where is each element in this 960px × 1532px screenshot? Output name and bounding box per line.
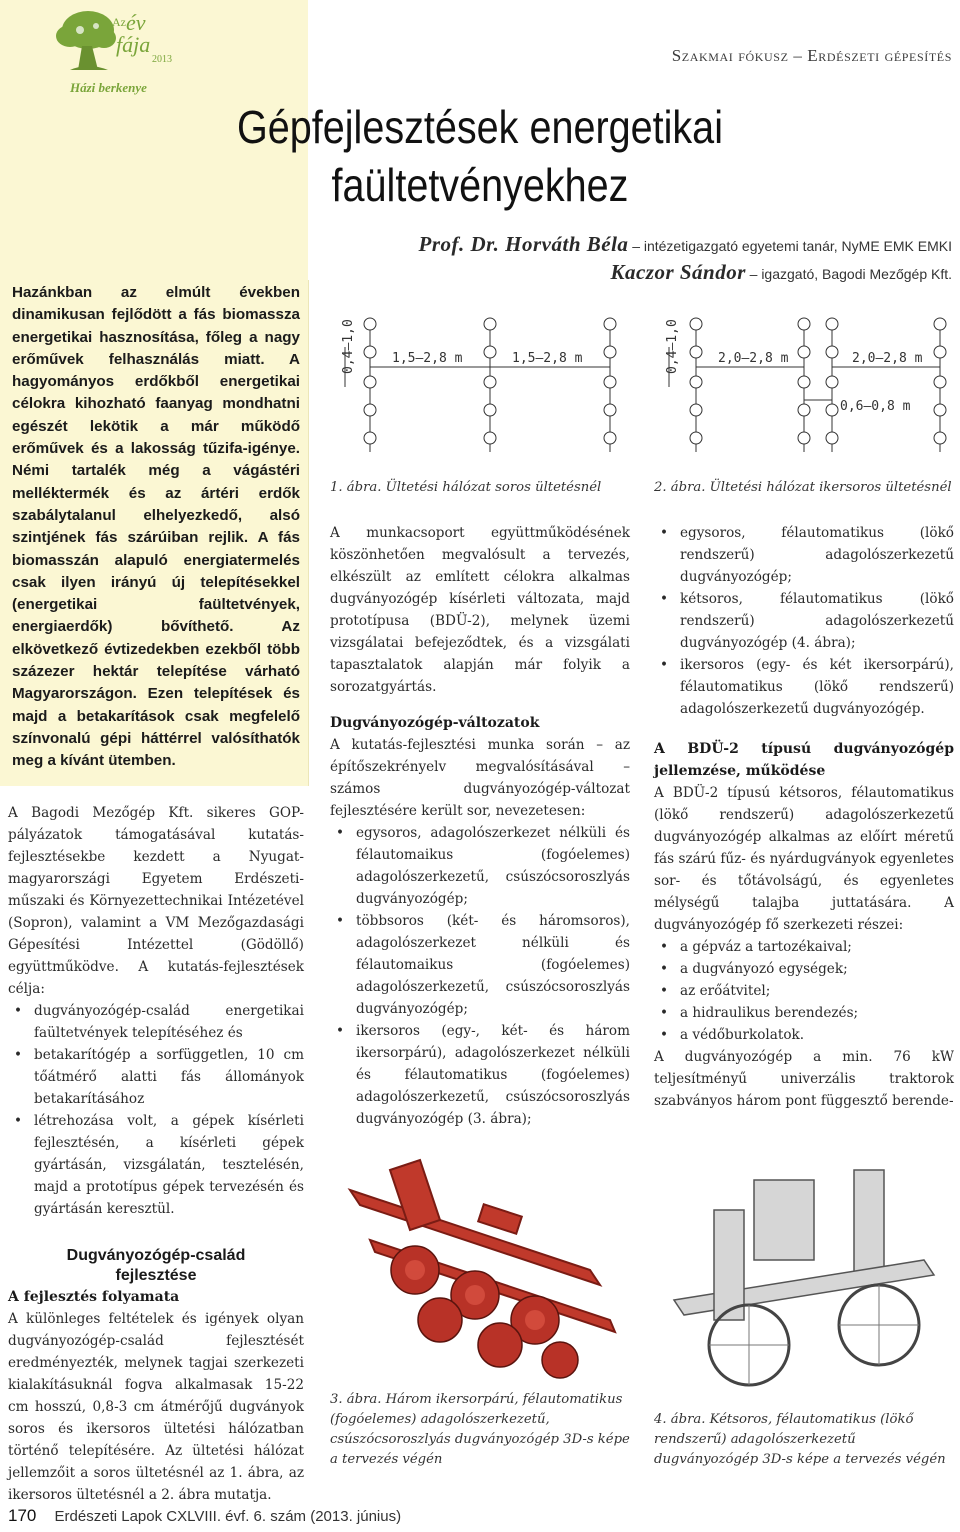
list-item: • egysoros, félautomatikus (lökő rendszerű) adagolószerkezetű dugványozógép;: [680, 522, 954, 588]
list-item: • dugványozógép-család energetikai faültetvények telepítéséhez és: [34, 1000, 304, 1044]
title-line-1: Gépfejlesztések energetikai: [236, 101, 723, 153]
list-item: • az erőátvitel;: [680, 980, 954, 1002]
col2-list: [330, 822, 630, 1130]
figure-2: [654, 312, 954, 462]
journal-info: Erdészeti Lapok CXLVIII. évf. 6. szám (2013. június): [54, 1508, 402, 1525]
col3-parts: [654, 936, 954, 1046]
column-2: [330, 522, 630, 1130]
logo: [8, 0, 178, 100]
author-2-role: – igazgató, Bagodi Mezőgép Kft.: [749, 266, 952, 282]
logo-year: 2013: [152, 54, 172, 65]
logo-ev: év: [126, 10, 146, 35]
tree-logo-icon: [8, 0, 178, 100]
fig1-dim-v: 0,4–1,0 m: [341, 312, 356, 374]
author-1-role: – intézetigazgató egyetemi tanár, NyME EMK EMKI: [632, 238, 952, 254]
list-item: • ikersoros (egy-, két- és három ikersorpárú), adagolószerkezet nélküli és félautomatikus (fogóelemes) adagolószerkezetű, csúszócsoroszlyás dugványozógép (3. ábra);: [356, 1020, 630, 1130]
section-title-line-1: Dugványozógép-család: [66, 1247, 246, 1264]
col3-para1: A BDÜ-2 típusú kétsoros, félautomatikus (lökő rendszerű) adagolószerkezetű dugványozógép alkalmas az előírt méretű fás szárú fűz- és nyárdugványok egyenletes sor- és tőtávolságú, és egyenletes mélységű talajba juttatására. A dugványozógép fő szerkezeti részei:: [654, 785, 954, 933]
header-kicker: Szakmai fókusz – Erdészeti gépesítés: [671, 46, 952, 65]
col2-subhead: Dugványozógép-változatok: [330, 715, 540, 731]
figure-2-diagram: [654, 312, 954, 462]
col1-goals: [8, 1000, 304, 1220]
fig1-dim-h2: 1,5–2,8 m: [512, 351, 583, 366]
col3-subhead: A BDÜ-2 típusú dugványozógép jellemzése, működése: [654, 741, 954, 779]
list-item: • egysoros, adagolószerkezet nélküli és félautomaikus (fogóelemes) adagolószerkezetű, csúszócsoroszlyás dugványozógép;: [356, 822, 630, 910]
author-2: [610, 260, 952, 285]
col1-subhead: A fejlesztés folyamata: [8, 1289, 180, 1305]
section-title: [8, 1246, 304, 1286]
list-item: • a hidraulikus berendezés;: [680, 1002, 954, 1024]
list-item: • kétsoros, félautomatikus (lökő rendszerű) adagolószerkezetű dugványozógép (4. ábra);: [680, 588, 954, 654]
figure-4-caption: 4. ábra. Kétsoros, félautomatikus (lökő rendszerű) adagolószerkezetű dugványozógép 3D-s képe a tervezés végén: [654, 1412, 946, 1467]
column-3: [654, 522, 954, 1112]
article-title: [67, 98, 893, 214]
footer: [8, 1506, 401, 1526]
figure-1-caption: 1. ábra. Ültetési hálózat soros ültetésnél: [330, 480, 602, 495]
figure-2-caption: 2. ábra. Ültetési hálózat ikersoros ültetésnél: [654, 480, 952, 495]
col3-list: [654, 522, 954, 720]
author-1: [419, 232, 953, 257]
figure-3-caption: 3. ábra. Három ikersorpárú, félautomatikus (fogóelemes) adagolószerkezetű, csúszócsoroszlyás dugványozógép 3D-s képe a tervezés végén: [330, 1392, 630, 1467]
column-1: [8, 802, 304, 1506]
fig2-dim-h2: 2,0–2,8 m: [852, 351, 923, 366]
fig1-dim-h1: 1,5–2,8 m: [392, 351, 463, 366]
col1-para: A különleges feltételek és igények olyan dugványozógép-család fejlesztését eredményezték, melynek tagjai szerkezeti kialakításuknál fogva alkalmasak 15-22 cm hosszú, 0,8-3 cm átmérőjű dugványok soros és ikersoros ültetési hálózatban történő telepítésére. Az ültetési hálózat jellemzőit a soros ültetésnél az 1. ábra, az ikersoros ültetésnél a 2. ábra mutatja.: [8, 1311, 304, 1503]
col2-para2: A kutatás-fejlesztési munka során – az építőszekrényelv megvalósításával – számos dugványozógép-változat fejlesztésére került sor, nevezetesen:: [330, 737, 630, 819]
page-number: 170: [8, 1506, 37, 1525]
figure-1: [330, 312, 630, 462]
fig2-dim-pair: 0,6–0,8 m: [840, 399, 911, 414]
list-item: • a védőburkolatok.: [680, 1024, 954, 1046]
title-line-2: faültetvényekhez: [331, 159, 629, 211]
col2-para1: A munkacsoport együttműködésének köszönhetően megvalósult a tervezés, elkészült az említett célokra alkalmas dugványozógép kísérleti változata, majd prototípusa (BDÜ-2), melynek üzemi vizsgálatai befejeződtek, és a vizsgálati tapasztalatok alapján már folyik a sorozatgyártás.: [330, 525, 630, 695]
author-1-name: Prof. Dr. Horváth Béla: [418, 232, 629, 256]
list-item: • ikersoros (egy- és két ikersorpárú), félautomatikus (lökő rendszerű) adagolószerkezetű dugványozógép.: [680, 654, 954, 720]
figure-3-machine-image: [330, 1150, 630, 1380]
logo-az: Az: [112, 15, 126, 29]
fig2-dim-h1: 2,0–2,8 m: [718, 351, 789, 366]
logo-caption: Házi berkenye: [70, 80, 147, 95]
figure-4-machine-image: [654, 1150, 954, 1400]
figure-1-diagram: [330, 312, 630, 462]
figure-3: [330, 1150, 630, 1380]
list-item: • többsoros (két- és háromsoros), adagolószerkezet nélküli és félautomaikus (fogóelemes) adagolószerkezetű, csúszócsoroszlyás dugványozógép;: [356, 910, 630, 1020]
col3-para2: A dugványozógép a min. 76 kW teljesítményű univerzális traktorok szabványos három pont függesztő berende-: [654, 1049, 954, 1109]
list-item: • a gépváz a tartozékaival;: [680, 936, 954, 958]
author-2-name: Kaczor Sándor: [610, 260, 746, 284]
list-item: • a dugványozó egységek;: [680, 958, 954, 980]
fig2-dim-v: 0,4–1,0 m: [665, 312, 680, 374]
logo-faja: fája: [116, 32, 151, 57]
abstract: Hazánkban az elmúlt években dinamikusan fejlődött a fás biomassza energetikai hasznosítása, főleg a nagy erőművek felhasználás miatt. A hagyományos erdőkből energetikai célokra kihozható faanyag mondhatni egészét lekötik a már működő erőművek és a lakosság tűzifa-igénye. Némi tartalék még a vágástéri melléktermék és az ártéri erdők szabálytalanul elhelyezkedő, alsó szintjének fás szárúiban rejlik. A fás biomasszán alapuló energiatermelés csak ilyen irányú új telepítésekkel (energetikai faültetvények, energiaerdők) bővíthető. Az elkövetkező évtizedekben ezekből több százezer hektár telepítése várható Magyarországon. Ezen telepítések és majd a betakarítások csak megfelelő színvonalú gépi háttérrel valósíthatók meg a kívánt ütemben.: [12, 284, 300, 770]
list-item: • betakarítógép a sorfüggetlen, 10 cm tőátmérő alatti fás állományok betakarításához: [34, 1044, 304, 1110]
list-item: • létrehozása volt, a gépek kísérleti fejlesztésén, a kísérleti gépek gyártásán, vizsgálatán, tesztelésén, majd a prototípus gépek tervezésén és gyártásán keresztül.: [34, 1110, 304, 1220]
col1-intro: A Bagodi Mezőgép Kft. sikeres GOP-pályázatok támogatásával kutatás-fejlesztésekbe kezdett a Nyugat-magyarországi Egyetem Erdészeti-műszaki és Környezettechnikai Intézetével (Sopron), valamint a VM Mezőgazdasági Gépesítési Intézettel (Gödöllő) együttműködve. A kutatás-fejlesztések célja:: [8, 805, 304, 997]
figure-4: [654, 1150, 954, 1400]
section-title-line-2: fejlesztése: [115, 1267, 197, 1284]
